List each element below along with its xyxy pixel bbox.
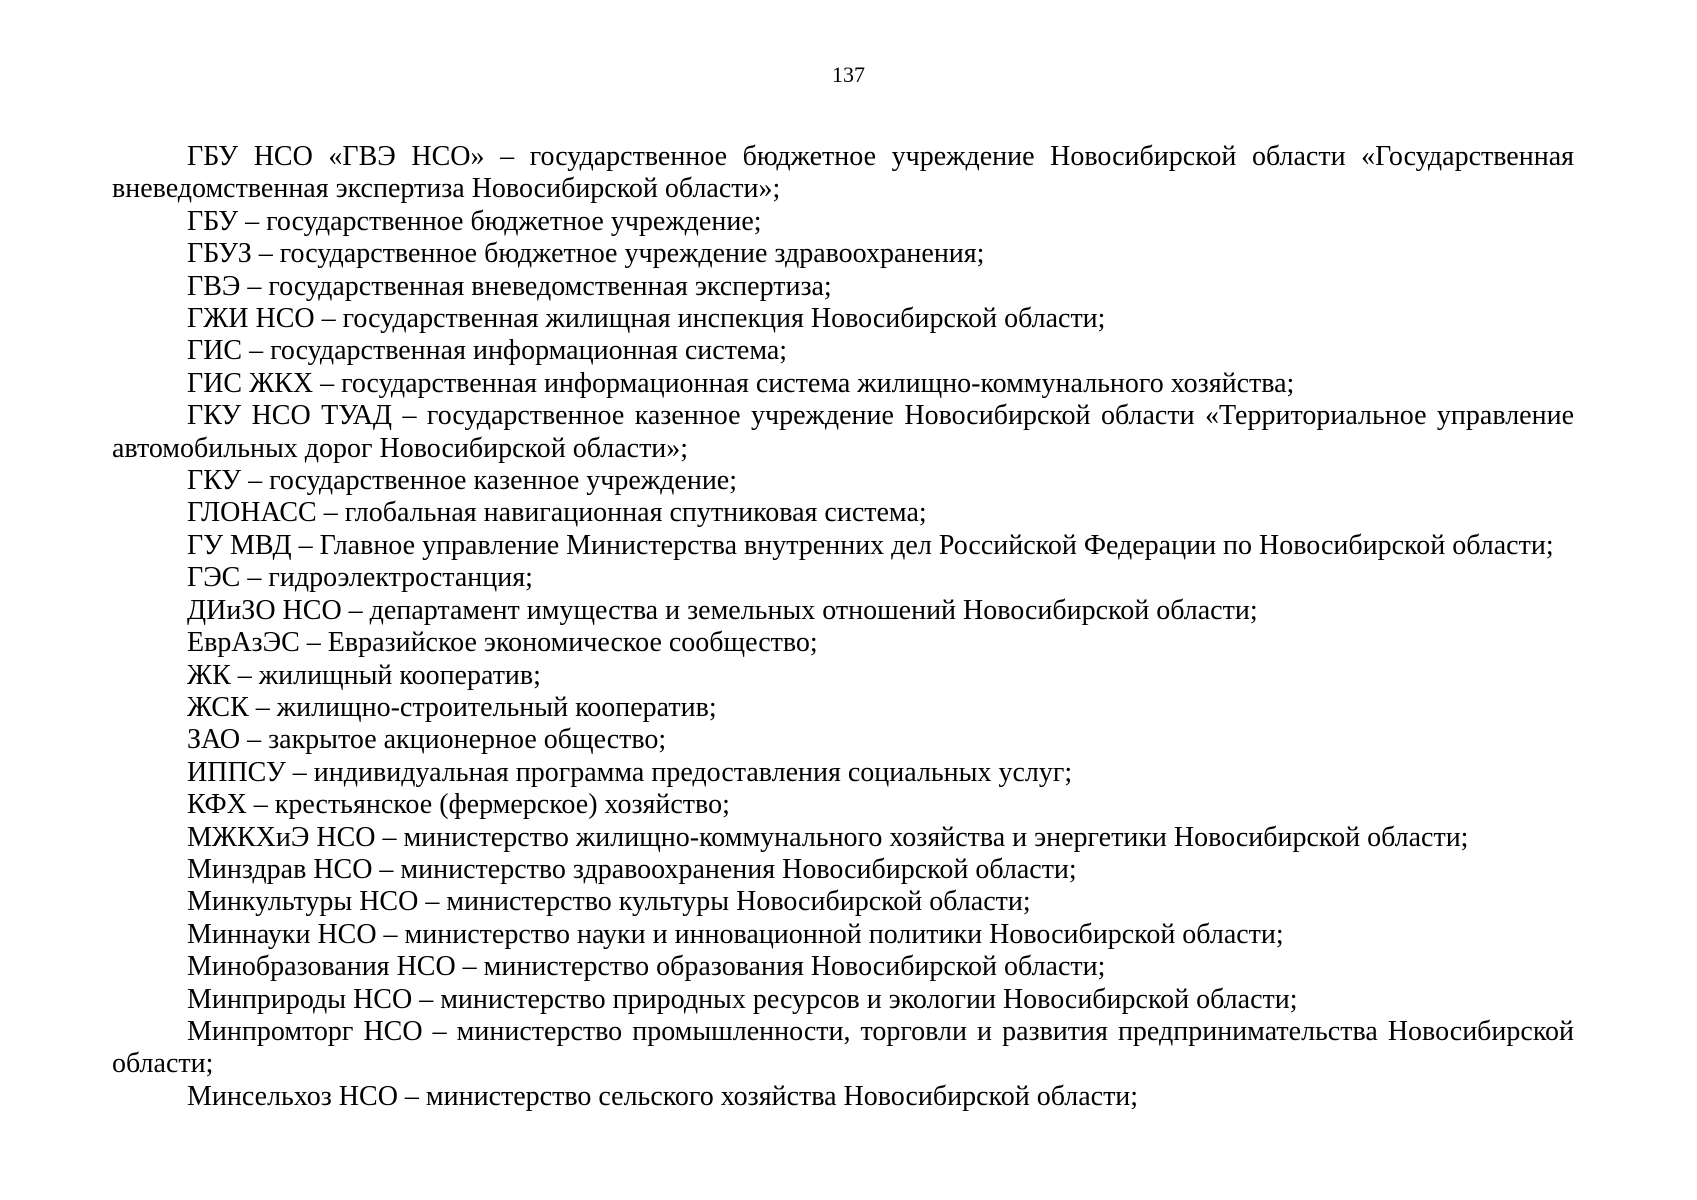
page-number: 137 [832, 62, 865, 87]
abbreviation-paragraph: ДИиЗО НСО – департамент имущества и земельных отношений Новосибирской области; [187, 594, 1258, 626]
abbreviation-paragraph: ЖК – жилищный кооператив; [187, 659, 541, 691]
abbreviation-paragraph: ЗАО – закрытое акционерное общество; [187, 724, 667, 756]
abbreviation-paragraph: ГЭС – гидроэлектростанция; [187, 562, 533, 594]
abbreviation-paragraph: ГЛОНАСС – глобальная навигационная спутниковая система; [187, 497, 927, 529]
abbreviation-paragraph: Минприроды НСО – министерство природных ресурсов и экологии Новосибирской области; [187, 983, 1298, 1015]
abbreviation-paragraph: Минкультуры НСО – министерство культуры Новосибирской области; [187, 886, 1031, 918]
abbreviation-paragraph: ГУ МВД – Главное управление Министерства внутренних дел Российской Федерации по Новосибирской области; [187, 529, 1554, 561]
abbreviation-paragraph: МЖКХиЭ НСО – министерство жилищно-коммунального хозяйства и энергетики Новосибирской области; [187, 821, 1469, 853]
abbreviation-paragraph: ИППСУ – индивидуальная программа предоставления социальных услуг; [187, 756, 1073, 788]
abbreviation-paragraph: ГБУ НСО «ГВЭ НСО» – государственное бюджетное учреждение Новосибирской области «Государственная вневедомственная экспертиза Новосибирской области»; [112, 141, 1574, 205]
abbreviation-paragraph: ГКУ НСО ТУАД – государственное казенное учреждение Новосибирской области «Территориальное управление автомобильных дорог Новосибирской области»; [112, 400, 1574, 464]
abbreviation-paragraph: Минобразования НСО – министерство образования Новосибирской области; [187, 951, 1106, 983]
abbreviation-paragraph: КФХ – крестьянское (фермерское) хозяйство; [187, 789, 730, 821]
abbreviation-list [112, 141, 1574, 1113]
abbreviation-paragraph: ЕврАзЭС – Евразийское экономическое сообщество; [187, 627, 818, 659]
abbreviation-paragraph: ГБУЗ – государственное бюджетное учреждение здравоохранения; [187, 238, 985, 270]
abbreviation-paragraph: ГЖИ НСО – государственная жилищная инспекция Новосибирской области; [187, 303, 1106, 335]
abbreviation-paragraph: ГИС ЖКХ – государственная информационная система жилищно-коммунального хозяйства; [187, 367, 1295, 399]
abbreviation-paragraph: Минпромторг НСО – министерство промышленности, торговли и развития предпринимательства Новосибирской области; [112, 1015, 1574, 1080]
abbreviation-paragraph: ГБУ – государственное бюджетное учреждение; [187, 205, 762, 237]
abbreviation-paragraph: Минздрав НСО – министерство здравоохранения Новосибирской области; [187, 853, 1077, 885]
abbreviation-paragraph: ГВЭ – государственная вневедомственная экспертиза; [187, 270, 832, 302]
abbreviation-paragraph: Минсельхоз НСО – министерство сельского хозяйства Новосибирской области; [187, 1080, 1139, 1112]
abbreviation-paragraph: ГИС – государственная информационная система; [187, 335, 788, 367]
abbreviation-paragraph: ЖСК – жилищно-строительный кооператив; [187, 691, 717, 723]
abbreviation-paragraph: ГКУ – государственное казенное учреждение; [187, 465, 738, 497]
abbreviation-paragraph: Миннауки НСО – министерство науки и инновационной политики Новосибирской области; [187, 918, 1284, 950]
